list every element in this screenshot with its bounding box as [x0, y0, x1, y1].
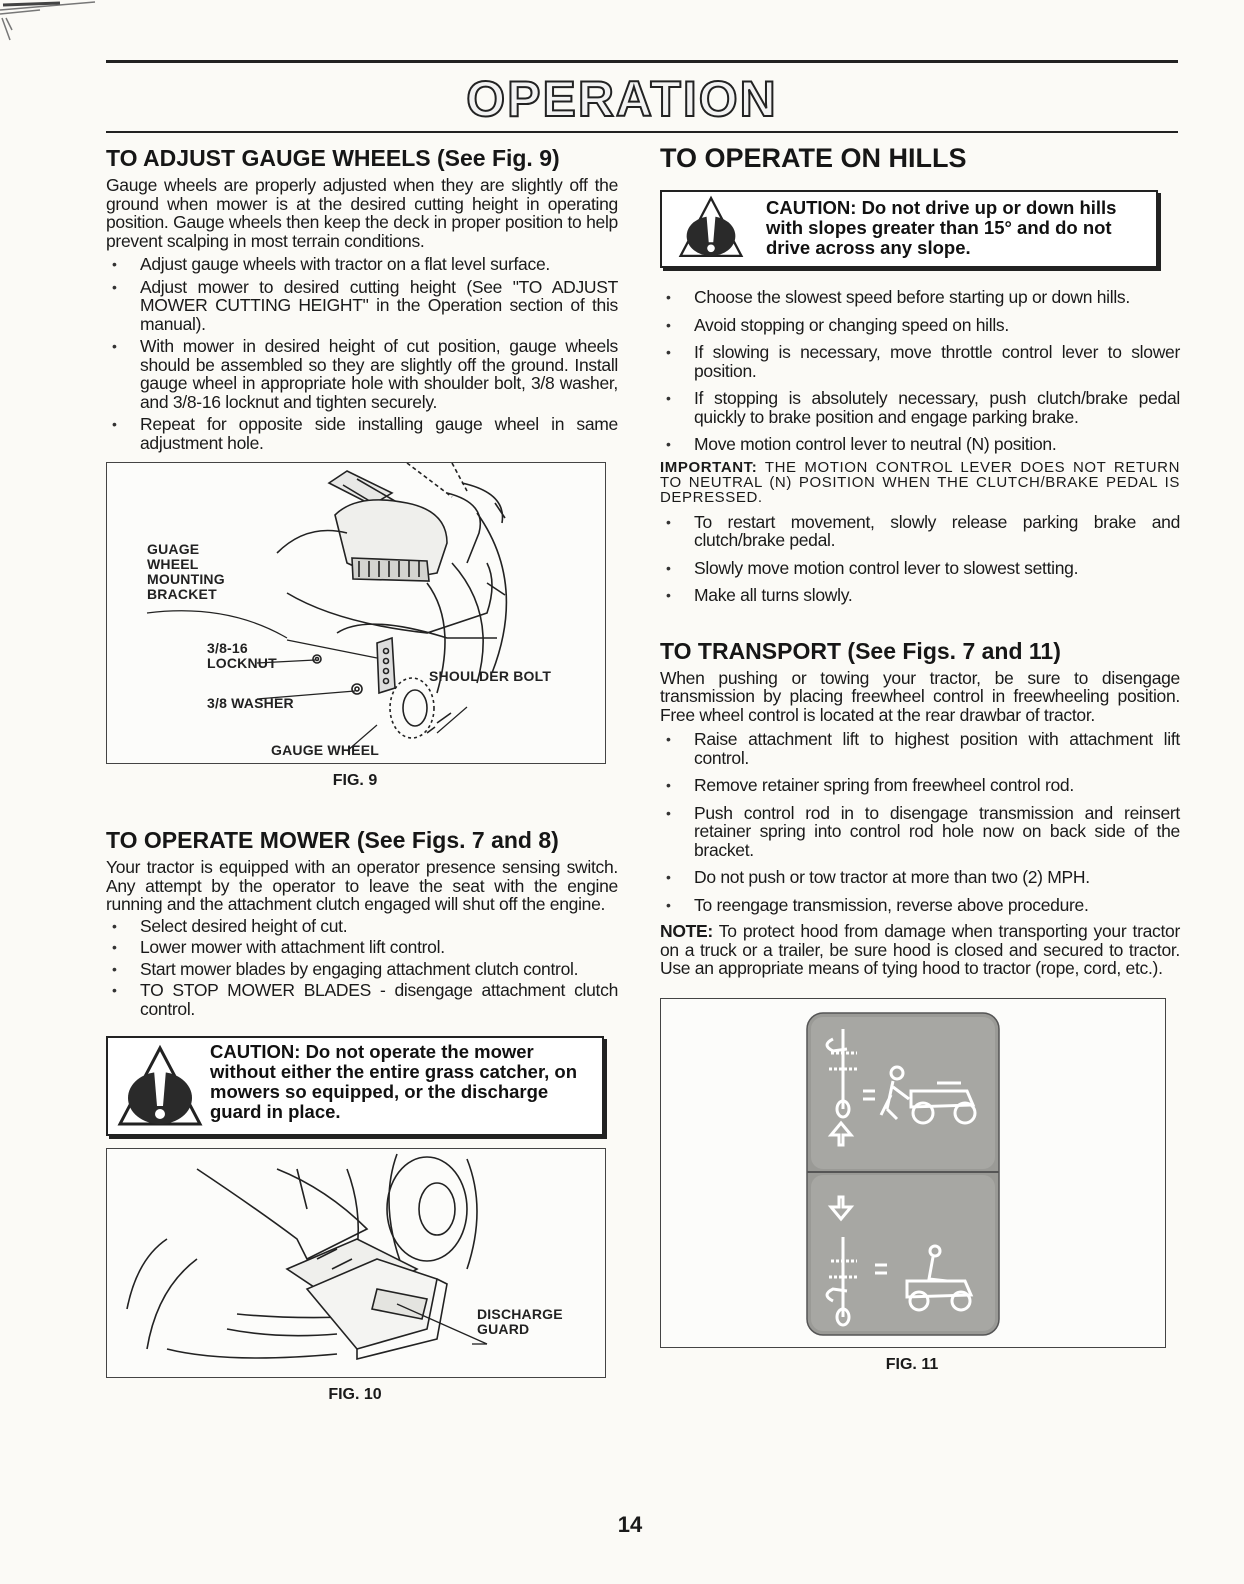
callout-line: BRACKET: [147, 586, 217, 602]
hills-heading: TO OPERATE ON HILLS: [660, 143, 967, 173]
list-item: • If stopping is absolutely necessary, push clutch/brake pedal quickly to brake position and engage parking brake.: [660, 389, 1180, 426]
list-item: • Avoid stopping or changing speed on hills.: [660, 316, 1180, 335]
fig9-label: FIG. 9: [332, 772, 378, 789]
list-item: • Repeat for opposite side installing gauge wheel in same adjustment hole.: [106, 415, 618, 452]
callout-locknut: [207, 641, 277, 671]
header-rule-top: [106, 60, 1178, 63]
warning-triangle-icon: [114, 1040, 206, 1132]
list-item: • To reengage transmission, reverse above procedure.: [660, 896, 1180, 915]
transport-note: [660, 922, 1180, 978]
list-item: • Adjust mower to desired cutting height (See "TO ADJUST MOWER CUTTING HEIGHT" in the Operation section of this manual).: [106, 278, 618, 334]
callout-discharge-guard: [477, 1307, 563, 1337]
list-item: • If slowing is necessary, move throttle control lever to slower position.: [660, 343, 1180, 380]
callout-line: DISCHARGE: [477, 1306, 563, 1322]
page-title: OPERATION: [466, 71, 778, 127]
transport-bullets: [660, 730, 1180, 914]
hills-caution-text: CAUTION: Do not drive up or down hills with slopes greater than 15° and do not drive across any slope.: [766, 197, 1117, 258]
hills-bullets-2: [660, 513, 1180, 605]
list-item: • Select desired height of cut.: [106, 917, 618, 936]
list-item: • Choose the slowest speed before starting up or down hills.: [660, 288, 1180, 307]
list-item: • To restart movement, slowly release parking brake and clutch/brake pedal.: [660, 513, 1180, 550]
mower-intro: Your tractor is equipped with an operator presence sensing switch. Any attempt by the operator to leave the seat with the engine running and the attachment clutch engaged will shut off the engine.: [106, 857, 618, 914]
page-number: 14: [617, 1512, 643, 1537]
scan-corner-mark: [0, 0, 100, 60]
important-label: IMPORTANT:: [660, 458, 758, 476]
list-item: • Raise attachment lift to highest position with attachment lift control.: [660, 730, 1180, 767]
header-rule-bottom: [106, 131, 1178, 133]
left-column: [106, 144, 618, 1404]
list-item: • Slowly move motion control lever to slowest setting.: [660, 559, 1180, 578]
list-item: • Push control rod in to disengage transmission and reinsert retainer spring into control rod hole now on back side of the bracket.: [660, 804, 1180, 860]
callout-line: GUAGE: [147, 541, 200, 557]
fig11-label: FIG. 11: [885, 1355, 939, 1373]
important-note: [660, 460, 1180, 505]
fig10-box: [106, 1148, 606, 1378]
note-label: NOTE:: [660, 921, 713, 941]
fig11-box: [660, 998, 1166, 1348]
list-item: • Remove retainer spring from freewheel control rod.: [660, 776, 1180, 795]
discharge-guard-illustration: [107, 1149, 605, 1377]
freewheel-decal-illustration: [661, 999, 1165, 1347]
callout-line: LOCKNUT: [207, 655, 277, 671]
fig9-box: [106, 462, 606, 764]
callout-bracket: [147, 542, 225, 602]
gauge-wheel-illustration: [107, 463, 605, 763]
mower-bullets: [106, 917, 618, 1019]
note-text: To protect hood from damage when transporting your tractor on a truck or a trailer, be sure hood is closed and secured to tractor. Use an appropriate means of tying hood to tractor (rope, cord, etc.).: [660, 921, 1181, 978]
list-item: • Lower mower with attachment lift control.: [106, 938, 618, 957]
mower-caution-text: CAUTION: Do not operate the mower without either the entire grass catcher, on mowers so equipped, or the discharge guard in place.: [210, 1041, 578, 1122]
list-item: • Do not push or tow tractor at more than two (2) MPH.: [660, 868, 1180, 887]
list-item: • Move motion control lever to neutral (N) position.: [660, 435, 1180, 454]
gauge-intro: Gauge wheels are properly adjusted when they are slightly off the ground when mower is at the desired cutting height in operating position. Gauge wheels then keep the deck in proper position to help prevent scalping in most terrain conditions.: [106, 175, 618, 251]
important-text: THE MOTION CONTROL LEVER DOES NOT RETURN TO NEUTRAL (N) POSITION WHEN THE CLUTCH/BRAKE PEDAL IS DEPRESSED.: [660, 458, 1180, 506]
mower-caution-box: [106, 1036, 604, 1136]
list-item: • TO STOP MOWER BLADES - disengage attachment clutch control.: [106, 981, 618, 1018]
callout-washer: 3/8 WASHER: [207, 695, 294, 711]
list-item: • With mower in desired height of cut position, gauge wheels should be assembled so they are slightly off the ground. Install gauge wheel in appropriate hole with shoulder bolt, 3/8 washer, and 3/8-16 locknut and tighten securely.: [106, 337, 618, 411]
callout-gauge-wheel: GAUGE WHEEL: [271, 742, 379, 758]
transport-intro: When pushing or towing your tractor, be sure to disengage transmission by placing freewheel control in freewheeling position. Free wheel control is located at the rear drawbar of tractor.: [660, 667, 1180, 725]
fig10-label: FIG. 10: [328, 1386, 382, 1403]
list-item: • Start mower blades by engaging attachment clutch control.: [106, 960, 618, 979]
list-item: • Make all turns slowly.: [660, 586, 1180, 605]
list-item: • Adjust gauge wheels with tractor on a flat level surface.: [106, 255, 618, 274]
callout-line: MOUNTING: [147, 571, 225, 587]
callout-line: 3/8-16: [207, 640, 248, 656]
callout-shoulder-bolt: SHOULDER BOLT: [429, 668, 552, 684]
gauge-bullets: [106, 255, 618, 452]
callout-line: GUARD: [477, 1321, 530, 1337]
hills-bullets: [660, 288, 1180, 454]
warning-triangle-icon: [676, 192, 746, 262]
transport-heading: TO TRANSPORT (See Figs. 7 and 11): [660, 637, 1061, 664]
right-column: [660, 142, 1180, 1374]
mower-heading: TO OPERATE MOWER (See Figs. 7 and 8): [106, 827, 559, 853]
callout-line: WHEEL: [147, 556, 199, 572]
hills-caution-box: [660, 190, 1158, 268]
gauge-heading: TO ADJUST GAUGE WHEELS (See Fig. 9): [106, 145, 560, 171]
